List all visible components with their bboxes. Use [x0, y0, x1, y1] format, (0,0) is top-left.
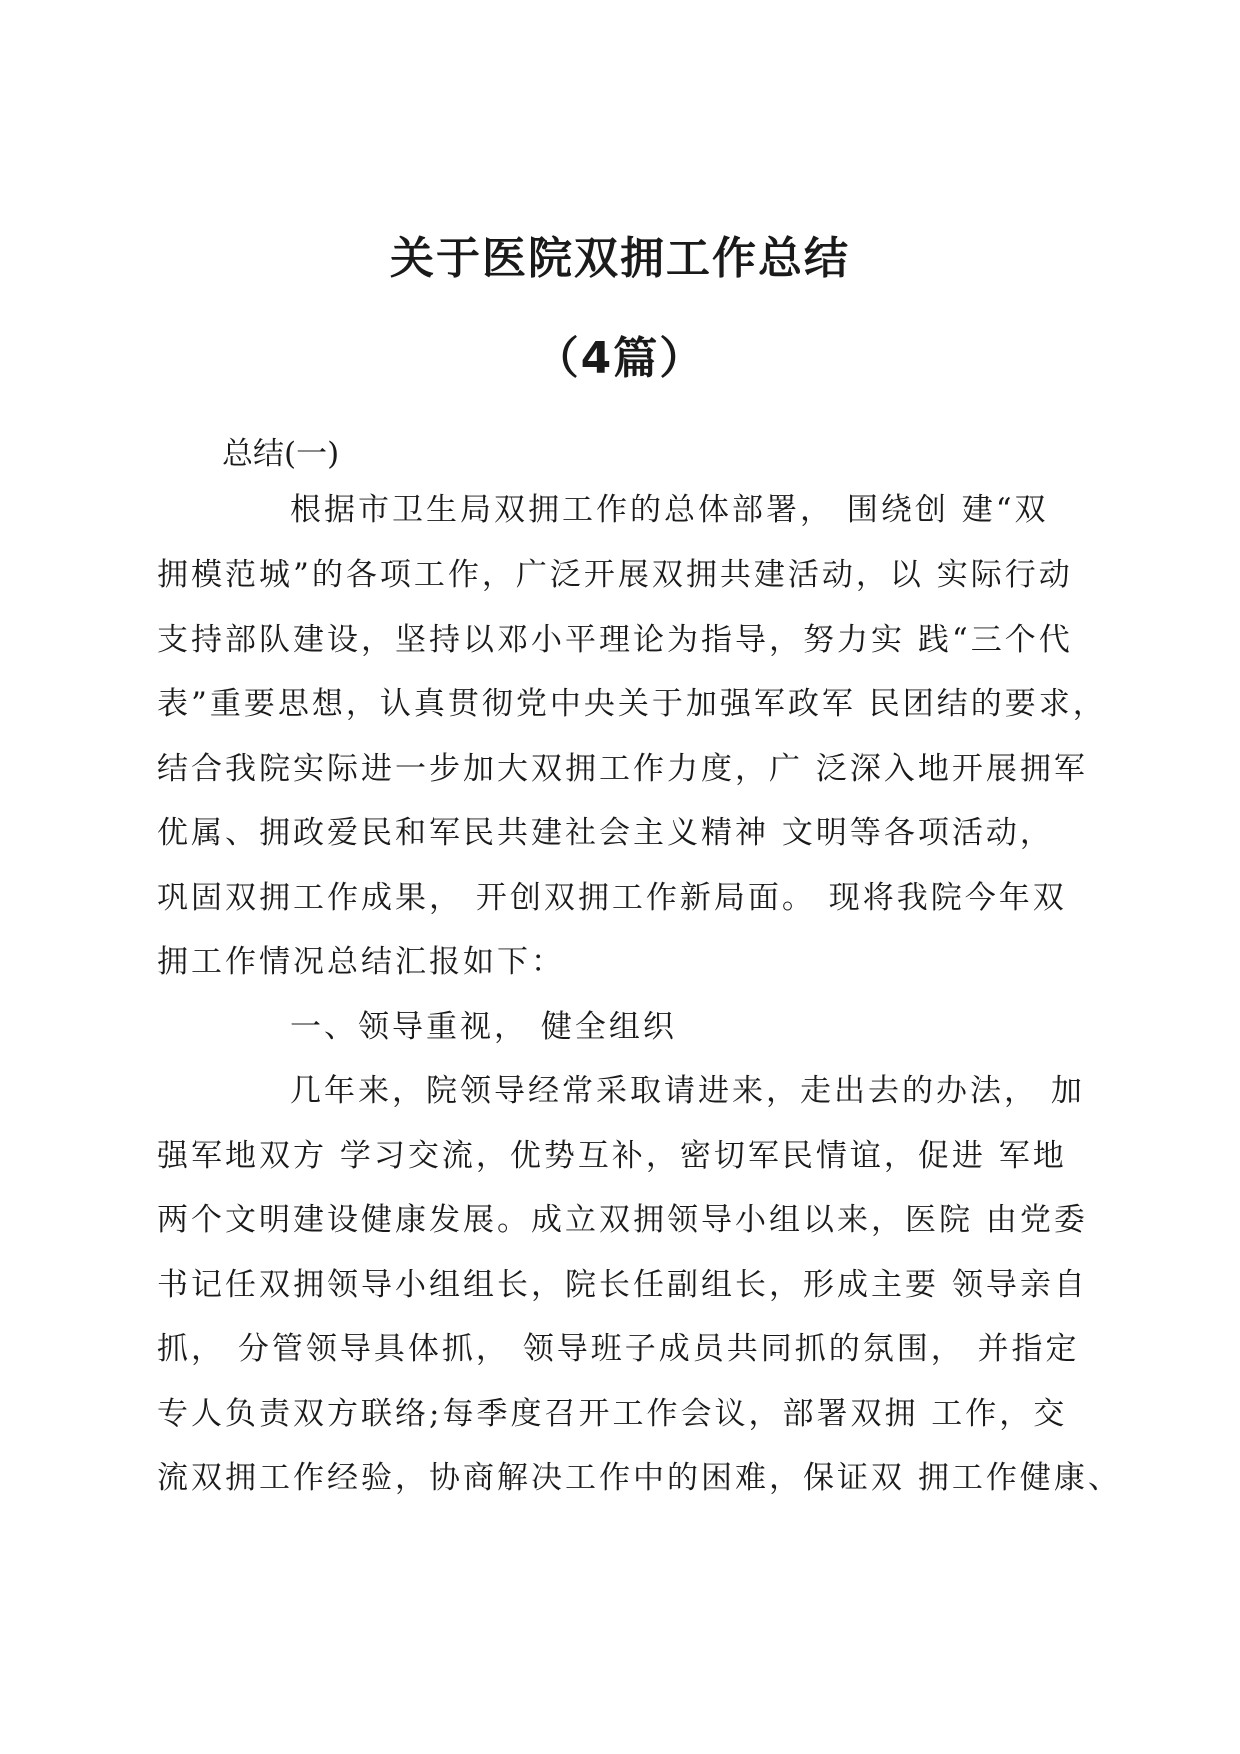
body-line: 根据市卫生局双拥工作的总体部署， 围绕创 建“双: [290, 492, 1049, 528]
body-line: 优属、拥政爱民和军民共建社会主义精神 文明等各项活动，: [157, 815, 1054, 851]
body-line: 专人负责双方联络;每季度召开工作会议，部署双拥 工作，交: [157, 1396, 1068, 1432]
body-line: 结合我院实际进一步加大双拥工作力度，广 泛深入地开展拥军: [157, 751, 1088, 787]
body-line: 支持部队建设，坚持以邓小平理论为指导，努力实 践“三个代: [157, 622, 1073, 658]
body-line: 拥模范城”的各项工作，广泛开展双拥共建活动，以 实际行动: [157, 557, 1073, 593]
body-line: 抓， 分管领导具体抓， 领导班子成员共同抓的氛围， 并指定: [157, 1331, 1080, 1367]
document-title: 关于医院双拥工作总结: [390, 233, 850, 284]
document-subtitle: （4篇）: [534, 333, 706, 384]
body-line: 书记任双拥领导小组组长，院长任副组长，形成主要 领导亲自: [157, 1267, 1088, 1303]
section-label: 总结(一): [222, 436, 340, 472]
subheading: 一、领导重视， 健全组织: [290, 1009, 677, 1045]
body-line: 表”重要思想，认真贯彻党中央关于加强军政军 民团结的要求，: [157, 686, 1107, 722]
body-line: 流双拥工作经验，协商解决工作中的困难，保证双 拥工作健康、: [157, 1460, 1122, 1496]
body-line: 强军地双方 学习交流，优势互补，密切军民情谊，促进 军地: [157, 1138, 1067, 1174]
body-line: 几年来，院领导经常采取请进来，走出去的办法， 加: [290, 1073, 1085, 1109]
body-line: 两个文明建设健康发展。成立双拥领导小组以来，医院 由党委: [157, 1202, 1088, 1238]
body-line: 拥工作情况总结汇报如下：: [157, 944, 565, 980]
body-line: 巩固双拥工作成果， 开创双拥工作新局面。 现将我院今年双: [157, 880, 1067, 916]
